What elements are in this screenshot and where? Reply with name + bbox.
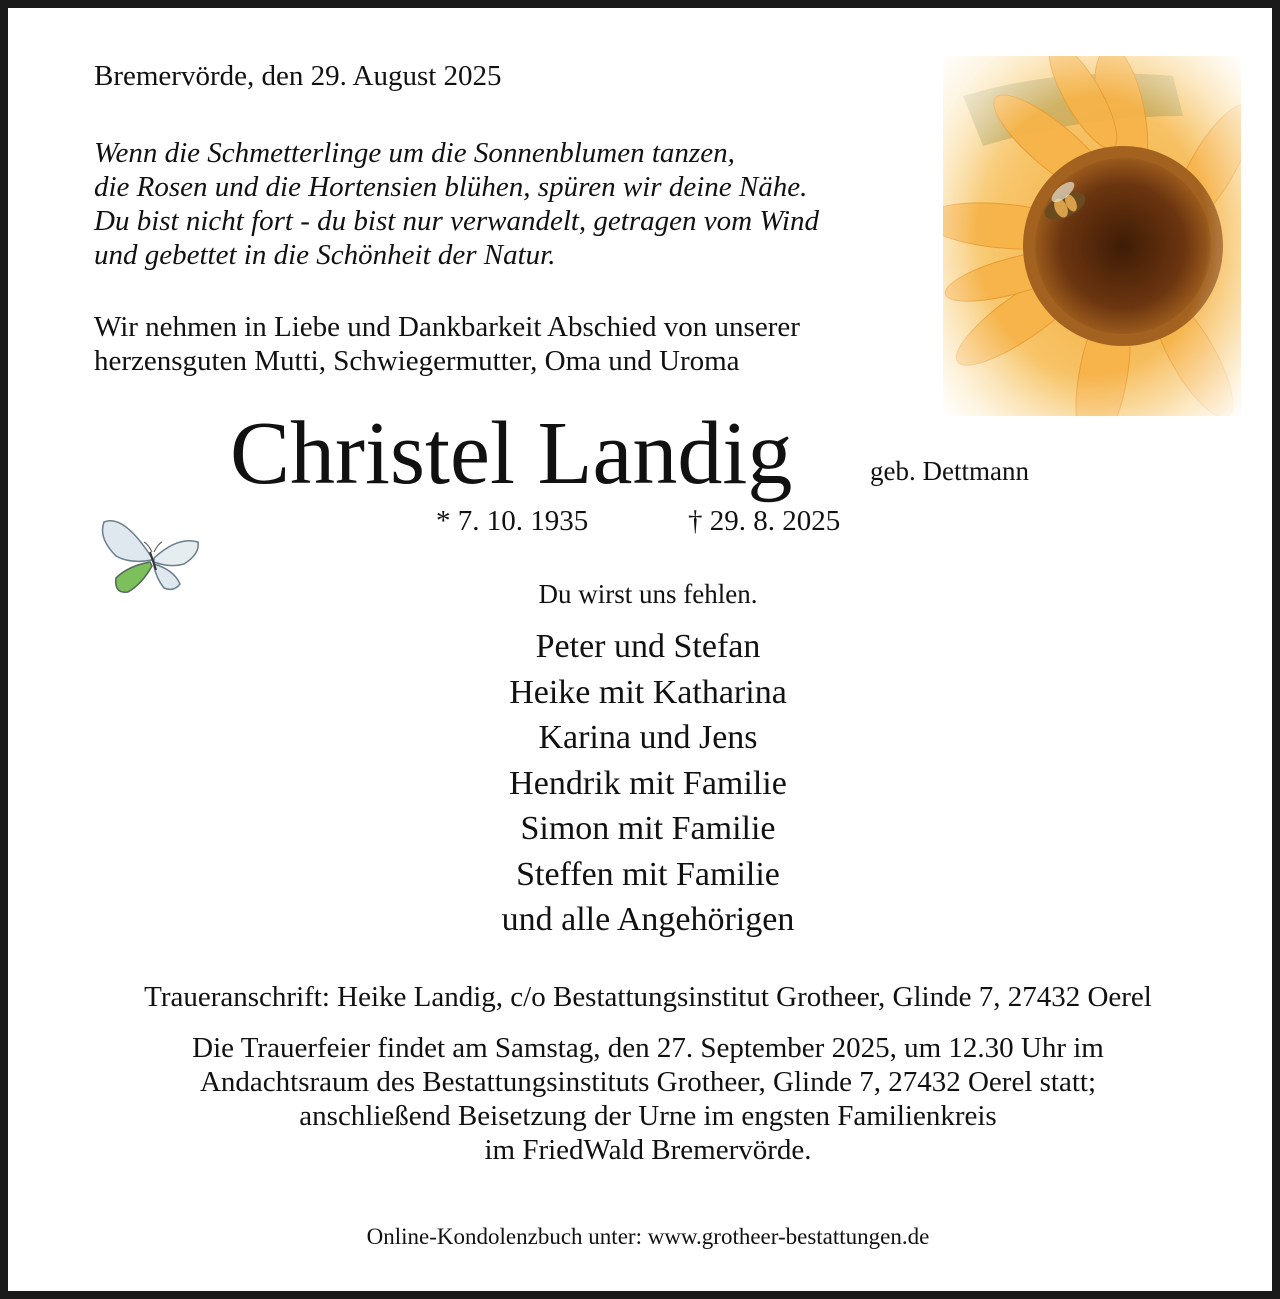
online-condolence-link[interactable]: Online-Kondolenzbuch unter: www.grotheer-bestattungen.de [366,1224,930,1249]
poem [94,136,819,272]
ceremony-line: im FriedWald Bremervörde. [484,1134,812,1166]
mourner-entry: Heike mit Katharina [509,673,787,711]
maiden-name: geb. Dettmann [870,456,1029,486]
mourning-address: Traueranschrift: Heike Landig, c/o Bestattungsinstitut Grotheer, Glinde 7, 27432 Oerel [144,981,1152,1013]
intro-line: Wir nehmen in Liebe und Dankbarkeit Abschied von unserer [94,311,800,343]
place-date: Bremervörde, den 29. August 2025 [94,60,502,92]
ceremony-line: Andachtsraum des Bestattungsinstituts Grotheer, Glinde 7, 27432 Oerel statt; [199,1066,1097,1098]
mourner-entry: Karina und Jens [538,719,758,756]
ceremony-line: Die Trauerfeier findet am Samstag, den 27. September 2025, um 12.30 Uhr im [192,1032,1104,1064]
mourners-list [8,624,1280,943]
death-date: † 29. 8. 2025 [688,505,841,537]
birth-date: * 7. 10. 1935 [436,505,589,537]
sunflower-photo [943,56,1241,416]
ceremony-line: anschließend Beisetzung der Urne im engsten Familienkreis [299,1100,997,1132]
farewell-intro [94,310,800,378]
deceased-name: Christel Landig [230,404,793,503]
poem-line: Wenn die Schmetterlinge um die Sonnenblumen tanzen, [94,137,735,169]
sunflower-with-bee-image [943,56,1241,416]
mourner-entry: Hendrik mit Familie [509,764,787,802]
mourners-intro: Du wirst uns fehlen. [538,579,758,609]
poem-line: und gebettet in die Schönheit der Natur. [94,239,556,271]
poem-line: die Rosen und die Hortensien blühen, spüren wir deine Nähe. [94,171,808,203]
mourner-entry: Peter und Stefan [535,628,761,665]
mourner-entry: und alle Angehörigen [501,901,795,938]
mourner-entry: Simon mit Familie [520,810,776,847]
intro-line: herzensguten Mutti, Schwiegermutter, Oma und Uroma [94,345,740,377]
ceremony-info [8,1031,1280,1167]
poem-line: Du bist nicht fort - du bist nur verwandelt, getragen vom Wind [94,205,819,237]
mourner-entry: Steffen mit Familie [516,855,780,893]
